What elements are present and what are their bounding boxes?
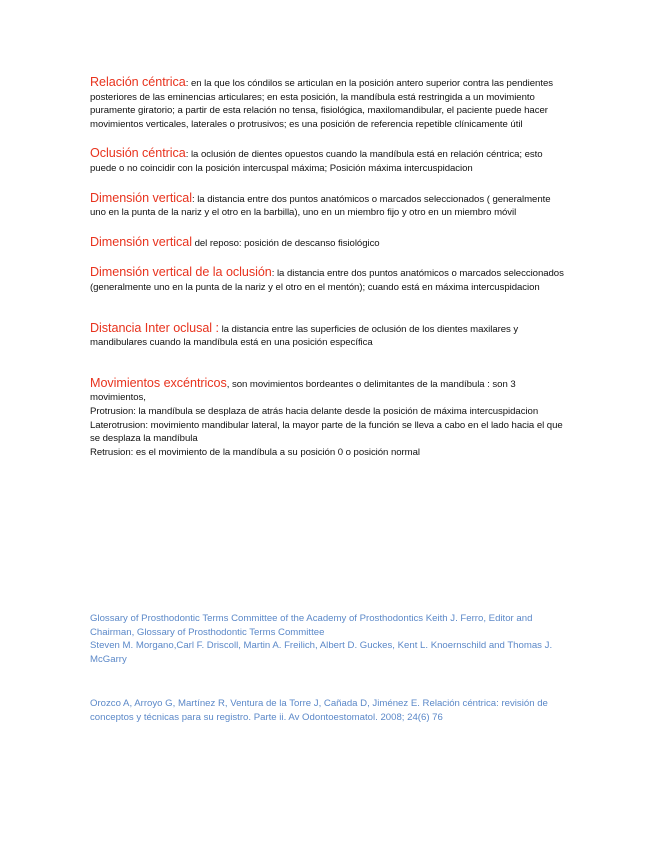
definition-dimension-vertical	[90, 192, 568, 220]
list-item-retrusion: Retrusion: es el movimiento de la mandíbula a su posición 0 o posición normal	[90, 446, 420, 458]
definition-dimension-vertical-oclusion	[90, 266, 568, 294]
definition-dimension-vertical-reposo	[90, 236, 568, 251]
reference-orozco-text: Orozco A, Arroyo G, Martínez R, Ventura de la Torre J, Cañada D, Jiménez E. Relación céntrica: revisión de conceptos y técnicas para su registro. Parte ii. Av Odontoestomatol. 2008; 24(6) 76	[90, 698, 548, 723]
list-item-protrusion: Protrusion: la mandíbula se desplaza de atrás hacia delante desde la posición de máxima intercuspidacion	[90, 405, 539, 417]
term-oclusion-centrica: Oclusión céntrica	[90, 146, 186, 161]
reference-glossary-authors: Steven M. Morgano,Carl F. Driscoll, Martin A. Freilich, Albert D. Guckes, Kent L. Knoernschild and Thomas J. McGarry	[90, 640, 553, 665]
definition-text: del reposo: posición de descanso fisiológico	[191, 237, 380, 249]
definition-movimientos-excentricos	[90, 377, 568, 460]
list-item-laterotrusion: Laterotrusion: movimiento mandibular lateral, la mayor parte de la función se lleva a cabo en el lado hacia el que se desplaza la mandíbula	[90, 419, 563, 445]
term-movimientos-excentricos: Movimientos excéntricos	[90, 375, 227, 390]
definition-text: , son movimientos bordeantes o delimitantes de la mandíbula : son 3 movimientos,	[90, 378, 516, 404]
definition-relacion-centrica	[90, 76, 568, 131]
definition-text: la distancia entre las superficies de oclusión de los dientes maxilares y mandibulares cuando la mandíbula está en una posición específica	[90, 323, 519, 349]
term-relacion-centrica: Relación céntrica	[90, 75, 186, 89]
definition-text: : la distancia entre dos puntos anatómicos o marcados seleccionados ( generalmente uno en la punta de la nariz y el otro en la barbilla), uno en un miembro fijo y otro en un miembro móvil	[90, 193, 551, 219]
definition-text: : en la que los cóndilos se articulan en la posición antero superior contra las pendientes posteriores de las eminencias articulares; en esta posición, la mandíbula está restringida a un movimiento puramente giratorio; a partir de esta relación no tensa, fisiológica, maxilomandibular, el paciente puede hacer movimientos verticales, laterales o protrusivos; es una posición de referencia repetible clínicamente útil	[90, 78, 553, 130]
document-body	[90, 76, 568, 459]
term-dimension-vertical-oclusion: Dimensión vertical de la oclusión	[90, 265, 272, 280]
term-dimension-vertical-reposo: Dimensión vertical	[90, 234, 192, 249]
definition-text: : la oclusión de dientes opuestos cuando la mandíbula está en relación céntrica; esto puede o no coincidir con la posición intercuspal máxima; Posición máxima intercuspidacion	[90, 149, 543, 174]
definition-text: : la distancia entre dos puntos anatómicos o marcados seleccionados (generalmente uno en la punta de la nariz y el otro en el mentón); cuando está en máxima intercuspidacion	[90, 268, 564, 293]
term-dimension-vertical: Dimensión vertical	[90, 190, 192, 205]
reference-orozco	[90, 697, 568, 724]
definition-distancia-interoclusal	[90, 322, 568, 350]
term-distancia-interoclusal: Distancia Inter oclusal :	[90, 320, 219, 335]
reference-glossary	[90, 612, 568, 666]
definition-oclusion-centrica	[90, 147, 568, 175]
reference-glossary-title: Glossary of Prosthodontic Terms Committee of the Academy of Prosthodontics Keith J. Ferro, Editor and Chairman, Glossary of Prosthodontic Terms Committee	[90, 613, 533, 638]
